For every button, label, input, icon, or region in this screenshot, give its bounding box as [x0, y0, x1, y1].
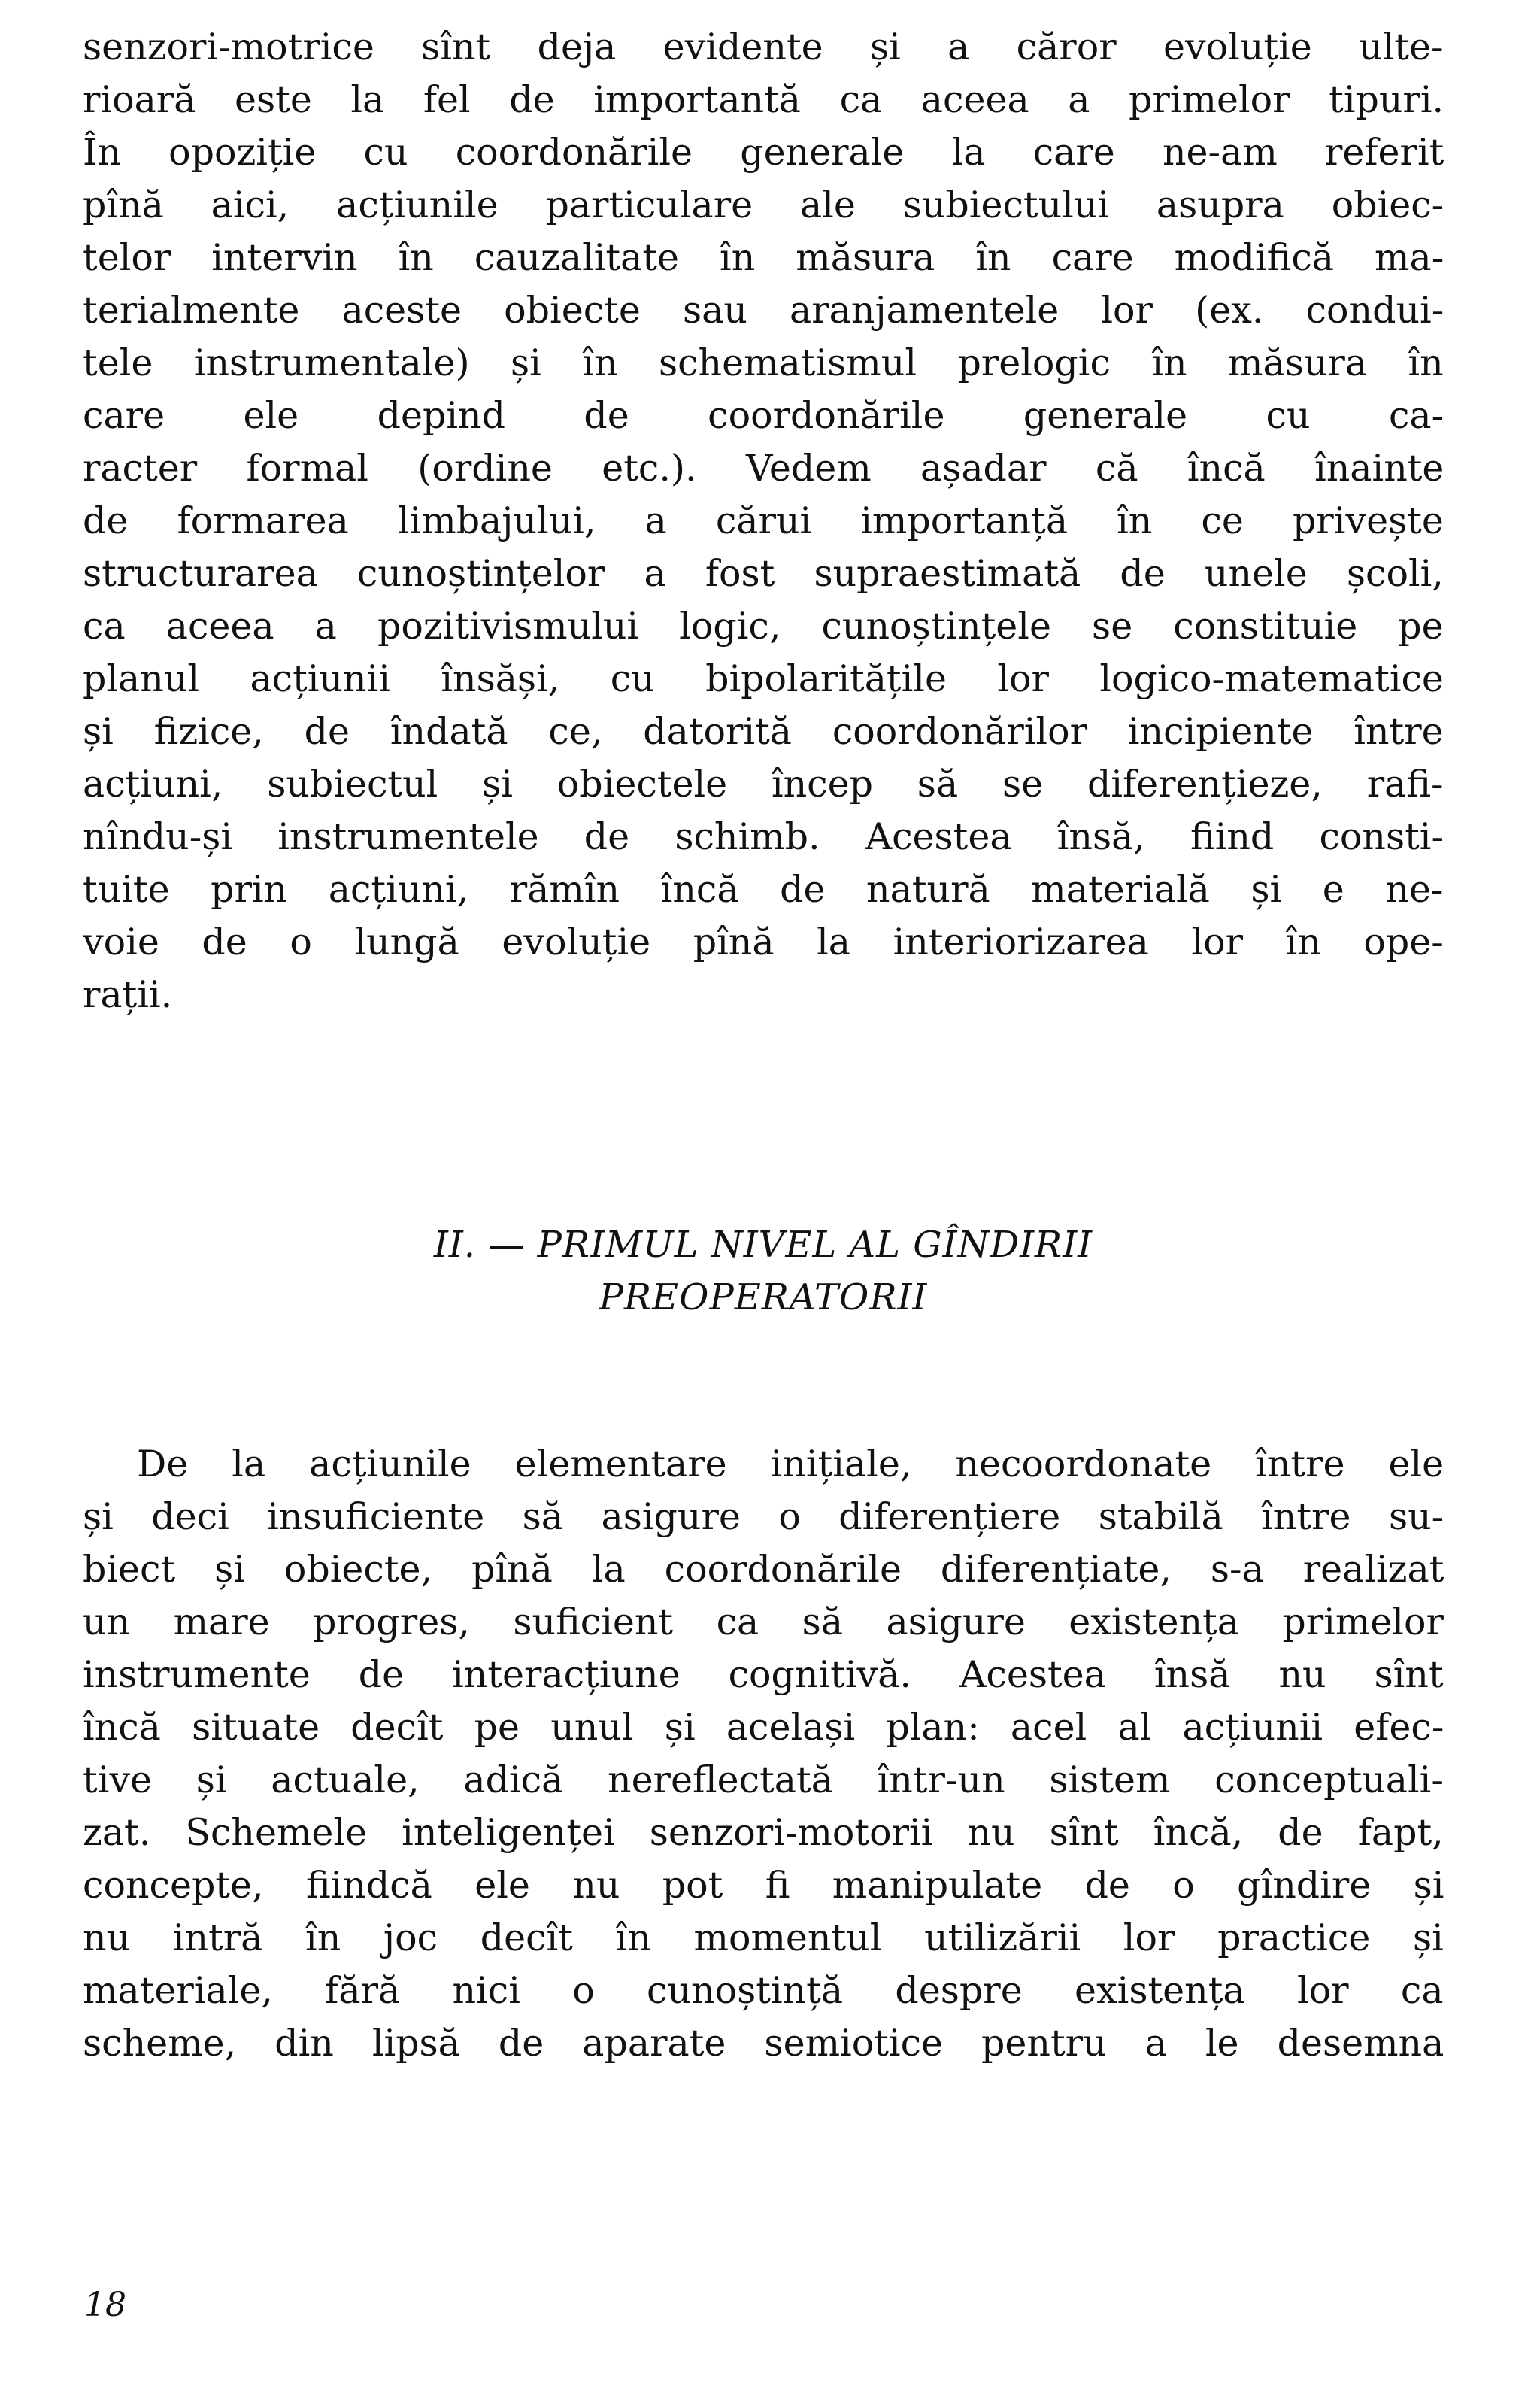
text-line: de formarea limbajului, a cărui importanță în ce privește — [83, 499, 1444, 542]
text-line: încă situate decît pe unul și același plan: acel al acțiunii efec- — [83, 1706, 1445, 1749]
page-number: 18 — [84, 2286, 126, 2324]
text-line: terialmente aceste obiecte sau aranjamentele lor (ex. condui- — [83, 289, 1445, 332]
paragraph-2 — [83, 1438, 1444, 2070]
text-line: În opoziție cu coordonările generale la care ne-am referit — [83, 131, 1445, 174]
text-line: senzori-motrice sînt deja evidente și a căror evoluție ulte- — [83, 26, 1444, 68]
text-line: zat. Schemele inteligenței senzori-motorii nu sînt încă, de fapt, — [83, 1811, 1444, 1854]
text-line: ca aceea a pozitivismului logic, cunoștințele se constituie pe — [83, 605, 1444, 648]
text-line: nu intră în joc decît în momentul utilizării lor practice și — [83, 1916, 1444, 1959]
text-line: rioară este la fel de importantă ca aceea a primelor tipuri. — [83, 78, 1445, 121]
text-line: și fizice, de îndată ce, datorită coordonărilor incipiente între — [83, 710, 1444, 753]
section-heading-line-1: II. — PRIMUL NIVEL AL GÎNDIRII — [433, 1224, 1093, 1266]
text-line: și deci insuficiente să asigure o diferențiere stabilă între su- — [83, 1495, 1445, 1538]
text-line: pînă aici, acțiunile particulare ale subiectului asupra obiec- — [83, 184, 1445, 226]
section-heading-line-2: PREOPERATORII — [599, 1276, 928, 1318]
text-line: concepte, fiindcă ele nu pot fi manipulate de o gîndire și — [83, 1864, 1445, 1907]
text-line: rații. — [83, 973, 173, 1016]
text-line: De la acțiunile elementare inițiale, necoordonate între ele — [137, 1443, 1445, 1485]
text-line: materiale, fără nici o cunoștință despre existența lor ca — [83, 1969, 1444, 2012]
text-line: telor intervin în cauzalitate în măsura în care modifică ma- — [83, 236, 1445, 279]
text-line: un mare progres, suficient ca să asigure existența primelor — [83, 1601, 1444, 1643]
text-line: scheme, din lipsă de aparate semiotice pentru a le desemna — [83, 2022, 1445, 2065]
text-line: care ele depind de coordonările generale cu ca- — [83, 394, 1445, 437]
text-line: acțiuni, subiectul și obiectele încep să se diferențieze, rafi- — [83, 763, 1444, 806]
section-heading — [83, 1218, 1444, 1324]
text-line: tuite prin acțiuni, rămîn încă de natură materială și e ne- — [83, 868, 1444, 911]
text-line: racter formal (ordine etc.). Vedem așadar că încă înainte — [83, 447, 1445, 490]
text-line: structurarea cunoștințelor a fost supraestimată de unele școli, — [83, 552, 1444, 595]
paragraph-1 — [83, 21, 1444, 1021]
text-line: biect și obiecte, pînă la coordonările diferențiate, s-a realizat — [83, 1548, 1445, 1591]
text-line: nîndu-și instrumentele de schimb. Acestea însă, fiind consti- — [83, 815, 1445, 858]
text-line: tive și actuale, adică nereflectată într-un sistem conceptuali- — [83, 1758, 1444, 1801]
text-line: tele instrumentale) și în schematismul prelogic în măsura în — [83, 341, 1444, 384]
text-line: planul acțiunii însăși, cu bipolaritățile lor logico-matematice — [83, 657, 1444, 700]
text-line: voie de o lungă evoluție pînă la interiorizarea lor în ope- — [83, 921, 1444, 963]
text-line: instrumente de interacțiune cognitivă. Acestea însă nu sînt — [83, 1653, 1444, 1696]
